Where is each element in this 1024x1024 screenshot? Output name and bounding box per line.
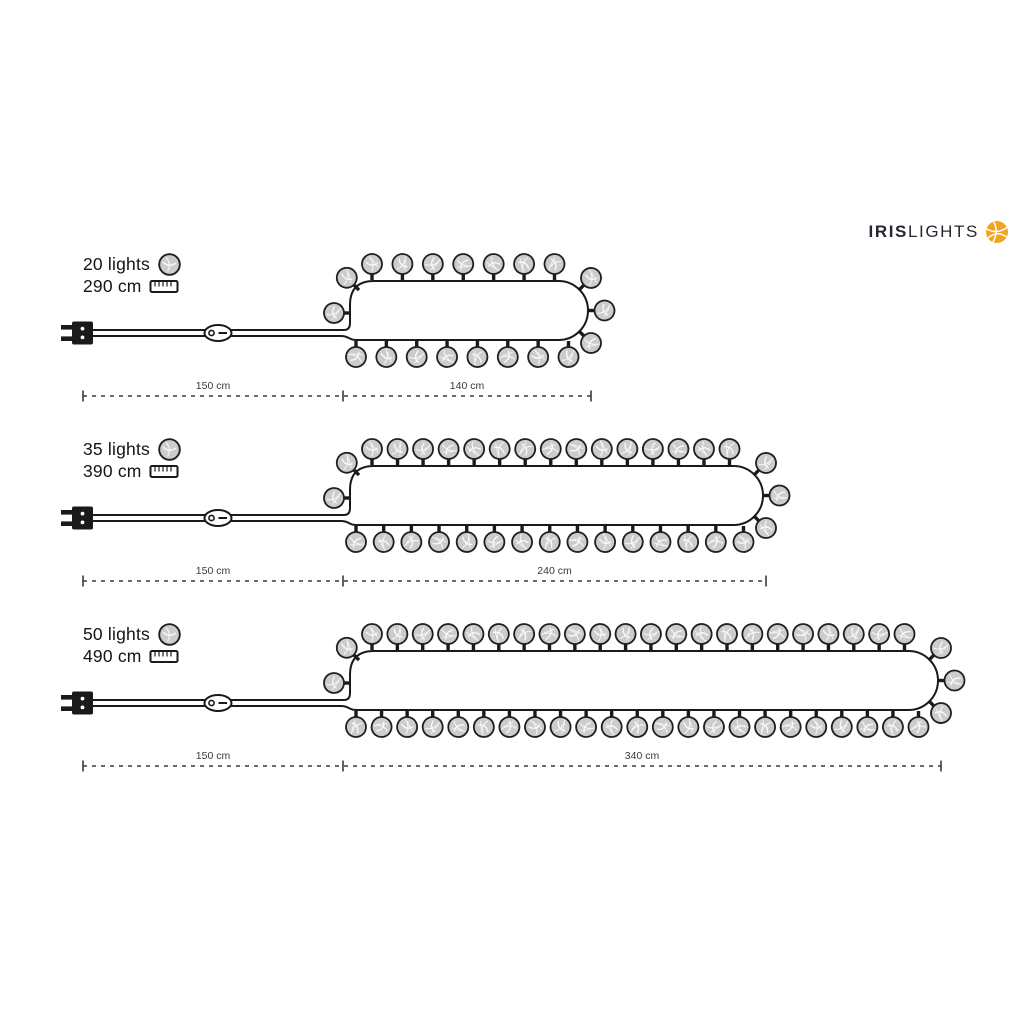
- bulb-icon: [496, 345, 520, 369]
- cotton-ball-icon: [157, 437, 182, 462]
- bulb-icon: [485, 621, 512, 648]
- bulb-icon: [740, 622, 764, 646]
- bulb-icon: [674, 528, 701, 555]
- bulb-icon: [396, 716, 419, 739]
- legend-product-1: [83, 253, 303, 297]
- cotton-ball-icon: [157, 252, 182, 277]
- bulb-icon: [662, 620, 690, 648]
- dimension-line: [83, 750, 941, 772]
- cotton-ball-icon: [157, 622, 182, 647]
- bulb-icon: [590, 438, 613, 461]
- bulb-icon: [411, 623, 434, 646]
- bulb-icon: [664, 435, 692, 463]
- bulb-icon: [435, 435, 463, 463]
- bulbs: [322, 250, 618, 371]
- bulb-icon: [690, 623, 712, 645]
- bulb-icon: [449, 250, 477, 278]
- dimension-label-lead: 150 cm: [195, 380, 231, 392]
- legend-product-3: [83, 623, 303, 667]
- bulb-icon: [422, 253, 445, 276]
- product-length-label: 490 cm: [83, 645, 142, 666]
- product-lights-row: [83, 623, 303, 645]
- bulb-icon: [362, 624, 382, 644]
- bulb-icon: [463, 343, 491, 371]
- bulb-icon: [481, 252, 506, 277]
- bulb-icon: [790, 621, 816, 647]
- bulb-icon: [555, 343, 582, 370]
- bulb-icon: [868, 622, 891, 645]
- controller-icon: [205, 510, 232, 526]
- bulb-icon: [765, 481, 793, 509]
- bulb-icon: [625, 714, 650, 739]
- bulb-icon: [731, 530, 756, 555]
- product-lights-row: [83, 438, 303, 460]
- bulb-icon: [764, 621, 791, 648]
- bulb-icon: [594, 531, 617, 554]
- bulb-icon: [646, 528, 674, 556]
- bulb-icon: [374, 345, 399, 370]
- dimension-label-loop: 240 cm: [537, 565, 572, 577]
- bulb-icon: [853, 713, 881, 741]
- dimension-label-loop: 340 cm: [624, 750, 660, 762]
- product-length-row: [83, 460, 303, 482]
- bulb-icon: [713, 620, 741, 648]
- bulb-icon: [591, 297, 618, 324]
- dimension-line: [83, 380, 591, 402]
- ruler-icon: [149, 649, 179, 664]
- bulb-icon: [806, 717, 826, 737]
- bulb-icon: [727, 714, 753, 740]
- bulb-icon: [342, 528, 370, 556]
- bulb-icon: [601, 716, 623, 738]
- bulb-icon: [511, 251, 538, 278]
- bulb-icon: [675, 714, 702, 741]
- dimension-line: [83, 565, 766, 587]
- bulb-icon: [421, 715, 445, 739]
- bulb-icon: [453, 528, 481, 556]
- bulb-icon: [527, 346, 550, 369]
- dimension-label-lead: 150 cm: [195, 565, 231, 577]
- bulb-icon: [840, 620, 867, 647]
- bulb-icon: [483, 530, 506, 553]
- bulb-icon: [362, 439, 382, 459]
- bulb-icon: [829, 714, 855, 740]
- bulb-icon: [611, 620, 639, 648]
- bulb-icon: [561, 620, 589, 648]
- legend-product-2: [83, 438, 303, 482]
- bulb-icon: [498, 716, 520, 738]
- bulb-icon: [541, 251, 567, 277]
- bulb-icon: [342, 713, 370, 741]
- bulb-icon: [388, 250, 416, 278]
- bulb-icon: [563, 435, 591, 463]
- bulb-icon: [693, 438, 715, 460]
- bulb-icon: [512, 436, 538, 462]
- bulb-icon: [940, 666, 968, 694]
- product-length-row: [83, 275, 303, 297]
- bulb-icon: [703, 716, 724, 737]
- bulb-icon: [536, 528, 564, 556]
- product-length-label: 290 cm: [83, 275, 142, 296]
- ruler-icon: [149, 279, 179, 294]
- bulb-icon: [613, 435, 641, 463]
- bulb-icon: [643, 439, 663, 459]
- bulb-icon: [383, 435, 411, 463]
- bulb-icon: [538, 437, 563, 462]
- controller-icon: [205, 695, 232, 711]
- dimension-label-lead: 150 cm: [195, 750, 231, 762]
- controller-icon: [205, 325, 232, 341]
- bulb-icon: [589, 623, 612, 646]
- bulb-icon: [546, 713, 574, 741]
- bulb-icon: [510, 530, 534, 554]
- bulb-icon: [908, 717, 928, 737]
- bulb-icon: [880, 714, 906, 740]
- product-lights-row: [83, 253, 303, 275]
- bulb-icon: [322, 671, 346, 695]
- dimension-label-loop: 140 cm: [449, 380, 485, 392]
- plug-icon: [61, 507, 93, 530]
- bulb-icon: [573, 713, 600, 740]
- bulb-icon: [444, 713, 472, 741]
- plug-icon: [61, 692, 93, 715]
- bulb-icon: [523, 715, 548, 740]
- bulb-icon: [486, 436, 513, 463]
- bulb-icon: [705, 531, 727, 553]
- product-lights-label: 20 lights: [83, 253, 150, 274]
- bulb-icon: [777, 714, 803, 740]
- bulb-icon: [406, 346, 428, 368]
- bulb-icon: [511, 621, 537, 647]
- bulb-icon: [433, 343, 460, 370]
- brand-name-light: LIGHTS: [907, 222, 979, 241]
- bulb-icon: [621, 530, 645, 554]
- bulb-icon: [537, 622, 562, 647]
- bulb-icon: [362, 254, 382, 274]
- bulb-icon: [649, 713, 677, 741]
- product-lights-label: 50 lights: [83, 623, 150, 644]
- bulb-icon: [641, 624, 661, 644]
- bulb-icon: [400, 530, 423, 553]
- bulb-icon: [412, 438, 435, 461]
- bulb-icon: [890, 620, 918, 648]
- bulb-icon: [756, 518, 776, 538]
- yarn-ball-logo-icon: [984, 219, 1010, 245]
- bulb-icon: [564, 528, 592, 556]
- bulb-icon: [930, 637, 951, 658]
- brand-name-bold: IRIS: [868, 222, 908, 241]
- bulb-icon: [425, 528, 453, 556]
- bulb-icon: [368, 713, 396, 741]
- bulbs: [322, 435, 794, 556]
- product-length-row: [83, 645, 303, 667]
- bulb-icon: [322, 486, 346, 510]
- bulb-icon: [342, 343, 370, 371]
- bulb-icon: [462, 437, 487, 462]
- bulb-icon: [816, 621, 841, 646]
- bulb-icon: [383, 620, 411, 648]
- bulb-icon: [461, 622, 486, 647]
- bulb-icon: [322, 301, 346, 325]
- product-lights-label: 35 lights: [83, 438, 150, 459]
- bulb-icon: [751, 713, 779, 741]
- bulbs: [322, 620, 969, 741]
- bulb-icon: [434, 620, 462, 648]
- bulb-icon: [716, 435, 744, 463]
- bulb-icon: [372, 530, 396, 554]
- product-length-label: 390 cm: [83, 460, 142, 481]
- ruler-icon: [149, 464, 179, 479]
- bulb-icon: [470, 713, 497, 740]
- brand-logo: [869, 219, 1010, 245]
- plug-icon: [61, 322, 93, 345]
